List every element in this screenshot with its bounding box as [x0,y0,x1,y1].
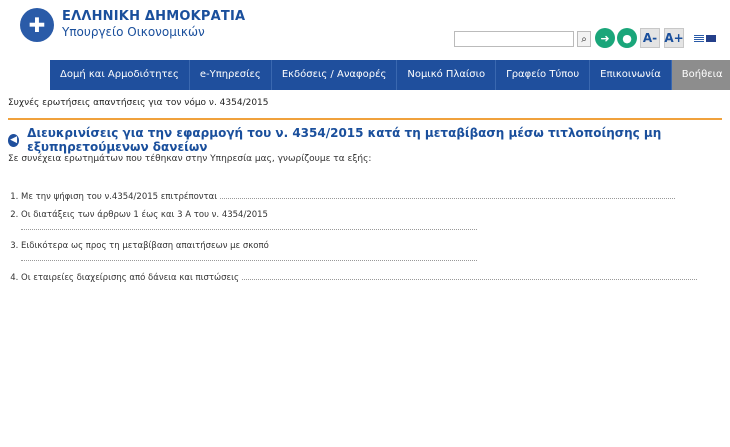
search-input[interactable] [454,31,574,47]
user-icon: ● [622,31,632,45]
nav-item-press-office[interactable]: Γραφείο Τύπου [496,60,590,90]
brand-subtitle: Υπουργείο Οικονομικών [62,24,205,39]
site-header [0,0,730,58]
search-button[interactable] [577,31,591,47]
list-item: 1. Με την ψήφιση του ν.4354/2015 επιτρέπονται [21,190,722,203]
font-decrease-button[interactable]: A- [640,28,660,48]
site-brand[interactable] [62,9,245,39]
intro-text: Σε συνέχεια ερωτημάτων που τέθηκαν στην Υπηρεσία μας, γνωρίζουμε τα εξής: [8,154,372,164]
nav-item-publications[interactable]: Εκδόσεις / Αναφορές [272,60,398,90]
page-title-row [8,126,730,154]
nav-item-e-services[interactable]: e-Υπηρεσίες [190,60,272,90]
english-flag-icon[interactable] [706,35,716,42]
back-arrow-icon[interactable]: ◀ [8,134,19,147]
breadcrumb[interactable]: Συχνές ερωτήσεις απαντήσεις για τον νόμο ν. 4354/2015 [8,98,269,108]
page-title: Διευκρινίσεις για την εφαρμογή του ν. 4354/2015 κατά τη μεταβίβαση μέσω τιτλοποίησης μη εξυπηρετούμενων δανείων [27,126,662,154]
coat-of-arms-logo[interactable]: ✚ [20,8,54,42]
greek-flag-icon[interactable] [694,35,704,42]
nav-item-structure[interactable]: Δομή και Αρμοδιότητες [50,60,190,90]
login-button[interactable] [595,28,615,48]
nav-item-legal-framework[interactable]: Νομικό Πλαίσιο [397,60,496,90]
login-icon: ➜ [600,31,610,45]
main-navigation [50,60,730,90]
user-button[interactable] [617,28,637,48]
list-item: 4. Οι εταιρείες διαχείρισης από δάνεια και πιστώσεις [21,271,722,284]
nav-item-contact[interactable]: Επικοινωνία [590,60,672,90]
brand-title: ΕΛΛΗΝΙΚΗ ΔΗΜΟΚΡΑΤΙΑ [62,9,246,24]
search-icon: ⌕ [581,33,587,45]
list-item: 3. Ειδικότερα ως προς τη μεταβίβαση απαιτήσεων με σκοπό [21,240,722,265]
font-increase-button[interactable]: A+ [664,28,684,48]
clarifications-list [8,190,722,290]
section-divider [8,118,722,120]
nav-item-help[interactable]: Βοήθεια [672,60,730,90]
list-item: 2. Οι διατάξεις των άρθρων 1 έως και 3 Α του ν. 4354/2015 [21,209,722,234]
